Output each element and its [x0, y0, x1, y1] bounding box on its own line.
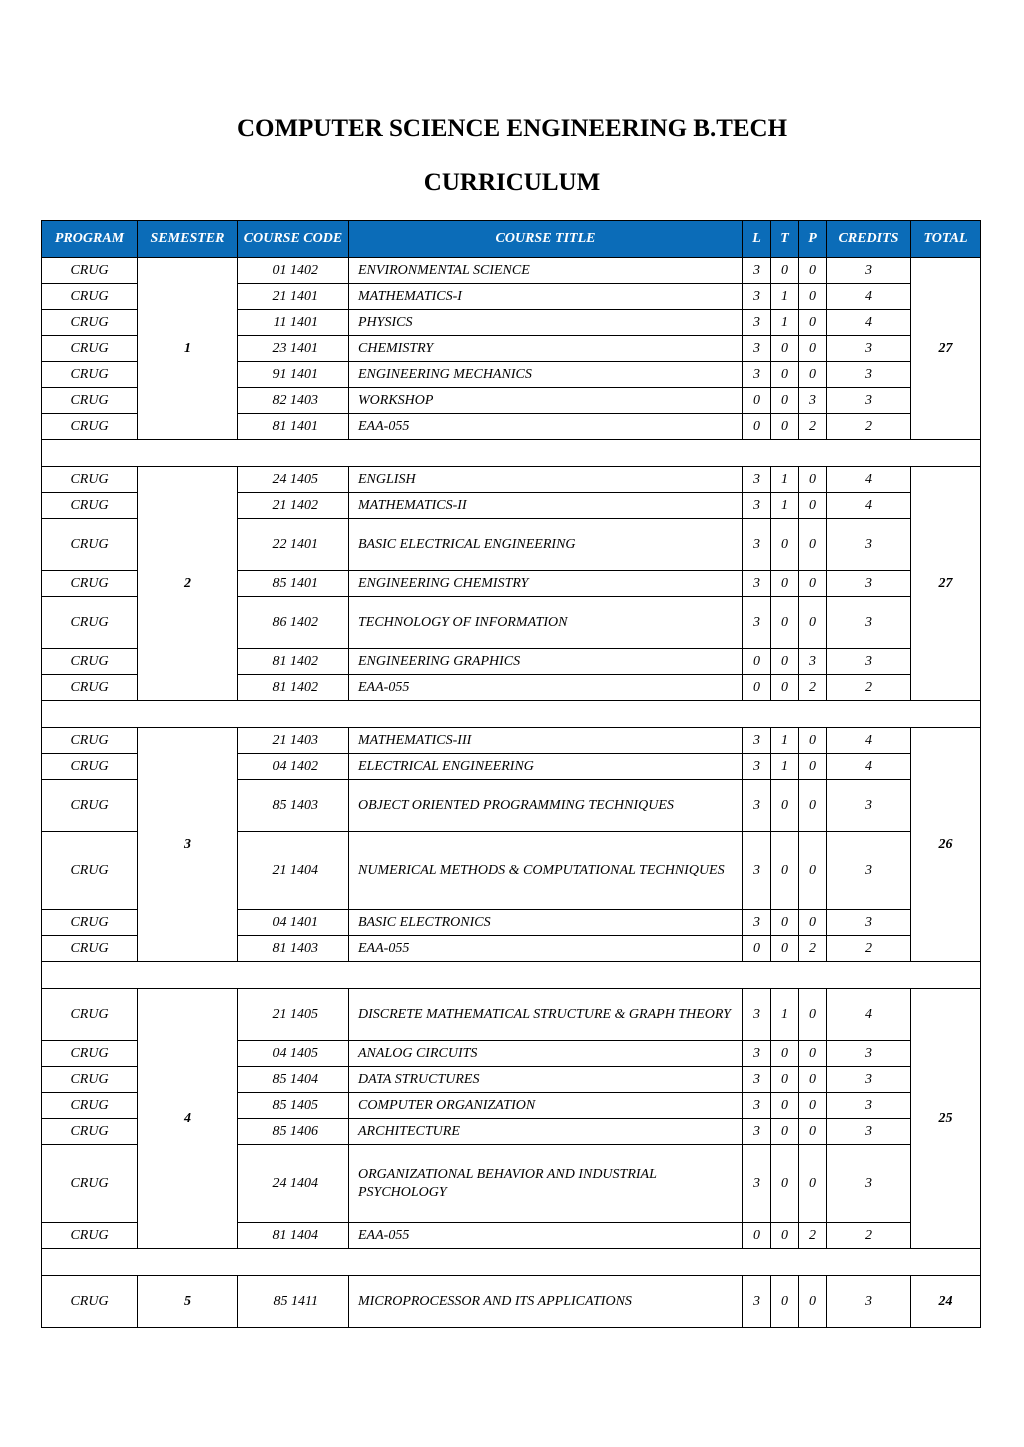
tutorial-cell: 0: [771, 571, 799, 597]
lecture-cell: 3: [743, 1067, 771, 1093]
credits-cell: 2: [827, 675, 911, 701]
lecture-cell: 3: [743, 1145, 771, 1223]
course-title-cell: ENGINEERING MECHANICS: [349, 362, 743, 388]
course-title-cell: MATHEMATICS-III: [349, 728, 743, 754]
course-title-cell: COMPUTER ORGANIZATION: [349, 1093, 743, 1119]
program-cell: CRUG: [42, 1276, 138, 1328]
tutorial-cell: 0: [771, 1067, 799, 1093]
lecture-cell: 3: [743, 597, 771, 649]
course-title-cell: WORKSHOP: [349, 388, 743, 414]
tutorial-cell: 0: [771, 1145, 799, 1223]
credits-cell: 4: [827, 310, 911, 336]
semester-separator: [42, 701, 981, 728]
tutorial-cell: 0: [771, 362, 799, 388]
total-cell: 26: [911, 728, 981, 962]
separator-cell: [42, 1249, 981, 1276]
credits-cell: 2: [827, 1223, 911, 1249]
credits-cell: 3: [827, 832, 911, 910]
total-cell: 24: [911, 1276, 981, 1328]
program-cell: CRUG: [42, 310, 138, 336]
lecture-cell: 3: [743, 284, 771, 310]
lecture-cell: 3: [743, 310, 771, 336]
course-code-cell: 85 1405: [238, 1093, 349, 1119]
course-code-cell: 81 1403: [238, 936, 349, 962]
tutorial-cell: 0: [771, 1041, 799, 1067]
program-cell: CRUG: [42, 1093, 138, 1119]
credits-cell: 3: [827, 1145, 911, 1223]
tutorial-cell: 0: [771, 675, 799, 701]
tutorial-cell: 1: [771, 310, 799, 336]
program-cell: CRUG: [42, 258, 138, 284]
course-code-cell: 81 1401: [238, 414, 349, 440]
course-code-cell: 11 1401: [238, 310, 349, 336]
lecture-cell: 3: [743, 754, 771, 780]
lecture-cell: 0: [743, 936, 771, 962]
course-code-cell: 81 1404: [238, 1223, 349, 1249]
credits-cell: 4: [827, 493, 911, 519]
lecture-cell: 3: [743, 1276, 771, 1328]
program-cell: CRUG: [42, 649, 138, 675]
credits-cell: 3: [827, 1119, 911, 1145]
program-cell: CRUG: [42, 1067, 138, 1093]
semester-separator: [42, 1249, 981, 1276]
practical-cell: 0: [799, 1093, 827, 1119]
practical-cell: 0: [799, 493, 827, 519]
practical-cell: 3: [799, 388, 827, 414]
credits-cell: 3: [827, 362, 911, 388]
semester-separator: [42, 440, 981, 467]
program-cell: CRUG: [42, 284, 138, 310]
tutorial-cell: 1: [771, 989, 799, 1041]
course-title-cell: BASIC ELECTRICAL ENGINEERING: [349, 519, 743, 571]
tutorial-cell: 0: [771, 1093, 799, 1119]
semester-cell: 3: [138, 728, 238, 962]
header-l: L: [743, 221, 771, 258]
program-cell: CRUG: [42, 388, 138, 414]
credits-cell: 3: [827, 1276, 911, 1328]
credits-cell: 4: [827, 728, 911, 754]
practical-cell: 0: [799, 284, 827, 310]
course-code-cell: 21 1401: [238, 284, 349, 310]
header-semester: SEMESTER: [138, 221, 238, 258]
program-cell: CRUG: [42, 910, 138, 936]
table-row: [42, 989, 981, 1041]
document-subtitle: CURRICULUM: [423, 169, 601, 196]
tutorial-cell: 0: [771, 258, 799, 284]
course-code-cell: 85 1404: [238, 1067, 349, 1093]
course-title-cell: ORGANIZATIONAL BEHAVIOR AND INDUSTRIAL PSYCHOLOGY: [349, 1145, 743, 1223]
credits-cell: 2: [827, 936, 911, 962]
program-cell: CRUG: [42, 362, 138, 388]
course-title-cell: MATHEMATICS-II: [349, 493, 743, 519]
lecture-cell: 0: [743, 1223, 771, 1249]
course-code-cell: 21 1402: [238, 493, 349, 519]
tutorial-cell: 0: [771, 597, 799, 649]
course-code-cell: 81 1402: [238, 649, 349, 675]
tutorial-cell: 1: [771, 493, 799, 519]
course-title-cell: ARCHITECTURE: [349, 1119, 743, 1145]
header-total: TOTAL: [911, 221, 981, 258]
lecture-cell: 0: [743, 414, 771, 440]
credits-cell: 2: [827, 414, 911, 440]
document-title: COMPUTER SCIENCE ENGINEERING B.TECH: [236, 115, 788, 142]
practical-cell: 2: [799, 414, 827, 440]
program-cell: CRUG: [42, 1145, 138, 1223]
program-cell: CRUG: [42, 675, 138, 701]
course-title-cell: OBJECT ORIENTED PROGRAMMING TECHNIQUES: [349, 780, 743, 832]
practical-cell: 0: [799, 362, 827, 388]
practical-cell: 0: [799, 1119, 827, 1145]
tutorial-cell: 1: [771, 467, 799, 493]
lecture-cell: 3: [743, 1119, 771, 1145]
practical-cell: 2: [799, 1223, 827, 1249]
program-cell: CRUG: [42, 493, 138, 519]
course-code-cell: 24 1404: [238, 1145, 349, 1223]
lecture-cell: 3: [743, 362, 771, 388]
header-course-title: COURSE TITLE: [349, 221, 743, 258]
course-title-cell: ENGINEERING GRAPHICS: [349, 649, 743, 675]
credits-cell: 3: [827, 780, 911, 832]
tutorial-cell: 1: [771, 284, 799, 310]
credits-cell: 3: [827, 388, 911, 414]
lecture-cell: 0: [743, 388, 771, 414]
program-cell: CRUG: [42, 1041, 138, 1067]
course-code-cell: 85 1403: [238, 780, 349, 832]
course-title-cell: DISCRETE MATHEMATICAL STRUCTURE & GRAPH THEORY: [349, 989, 743, 1041]
curriculum-table: [41, 220, 981, 1328]
lecture-cell: 3: [743, 571, 771, 597]
course-title-cell: PHYSICS: [349, 310, 743, 336]
tutorial-cell: 0: [771, 1276, 799, 1328]
lecture-cell: 3: [743, 519, 771, 571]
course-title-cell: EAA-055: [349, 414, 743, 440]
program-cell: CRUG: [42, 571, 138, 597]
course-code-cell: 01 1402: [238, 258, 349, 284]
course-title-cell: ANALOG CIRCUITS: [349, 1041, 743, 1067]
course-title-cell: MATHEMATICS-I: [349, 284, 743, 310]
course-title-cell: EAA-055: [349, 675, 743, 701]
table-body: [42, 258, 981, 1328]
separator-cell: [42, 962, 981, 989]
tutorial-cell: 0: [771, 1119, 799, 1145]
table-row: [42, 258, 981, 284]
program-cell: CRUG: [42, 597, 138, 649]
semester-cell: 2: [138, 467, 238, 701]
course-title-cell: TECHNOLOGY OF INFORMATION: [349, 597, 743, 649]
table-row: [42, 1276, 981, 1328]
course-code-cell: 21 1404: [238, 832, 349, 910]
course-title-cell: ENGINEERING CHEMISTRY: [349, 571, 743, 597]
tutorial-cell: 0: [771, 388, 799, 414]
program-cell: CRUG: [42, 1223, 138, 1249]
practical-cell: 0: [799, 1041, 827, 1067]
separator-cell: [42, 440, 981, 467]
program-cell: CRUG: [42, 754, 138, 780]
practical-cell: 0: [799, 571, 827, 597]
practical-cell: 0: [799, 1067, 827, 1093]
header-credits: CREDITS: [827, 221, 911, 258]
credits-cell: 3: [827, 519, 911, 571]
program-cell: CRUG: [42, 414, 138, 440]
tutorial-cell: 0: [771, 649, 799, 675]
practical-cell: 0: [799, 519, 827, 571]
course-code-cell: 85 1406: [238, 1119, 349, 1145]
course-code-cell: 85 1411: [238, 1276, 349, 1328]
credits-cell: 4: [827, 467, 911, 493]
table-row: [42, 728, 981, 754]
tutorial-cell: 0: [771, 910, 799, 936]
course-title-cell: ELECTRICAL ENGINEERING: [349, 754, 743, 780]
tutorial-cell: 0: [771, 414, 799, 440]
practical-cell: 0: [799, 754, 827, 780]
course-title-cell: EAA-055: [349, 1223, 743, 1249]
lecture-cell: 3: [743, 832, 771, 910]
program-cell: CRUG: [42, 780, 138, 832]
course-code-cell: 21 1405: [238, 989, 349, 1041]
credits-cell: 3: [827, 571, 911, 597]
practical-cell: 2: [799, 936, 827, 962]
course-code-cell: 04 1405: [238, 1041, 349, 1067]
program-cell: CRUG: [42, 467, 138, 493]
total-cell: 25: [911, 989, 981, 1249]
program-cell: CRUG: [42, 336, 138, 362]
program-cell: CRUG: [42, 519, 138, 571]
course-code-cell: 81 1402: [238, 675, 349, 701]
course-code-cell: 04 1401: [238, 910, 349, 936]
practical-cell: 0: [799, 597, 827, 649]
lecture-cell: 3: [743, 467, 771, 493]
header-program: PROGRAM: [42, 221, 138, 258]
tutorial-cell: 0: [771, 1223, 799, 1249]
course-code-cell: 21 1403: [238, 728, 349, 754]
credits-cell: 3: [827, 1067, 911, 1093]
program-cell: CRUG: [42, 1119, 138, 1145]
practical-cell: 0: [799, 832, 827, 910]
credits-cell: 4: [827, 754, 911, 780]
tutorial-cell: 0: [771, 936, 799, 962]
practical-cell: 0: [799, 258, 827, 284]
credits-cell: 3: [827, 1093, 911, 1119]
course-code-cell: 04 1402: [238, 754, 349, 780]
program-cell: CRUG: [42, 989, 138, 1041]
course-title-cell: DATA STRUCTURES: [349, 1067, 743, 1093]
course-title-cell: ENVIRONMENTAL SCIENCE: [349, 258, 743, 284]
practical-cell: 0: [799, 310, 827, 336]
semester-separator: [42, 962, 981, 989]
course-title-cell: BASIC ELECTRONICS: [349, 910, 743, 936]
separator-cell: [42, 701, 981, 728]
practical-cell: 0: [799, 467, 827, 493]
lecture-cell: 3: [743, 989, 771, 1041]
total-cell: 27: [911, 258, 981, 440]
semester-cell: 5: [138, 1276, 238, 1328]
practical-cell: 0: [799, 336, 827, 362]
header-p: P: [799, 221, 827, 258]
course-title-cell: NUMERICAL METHODS & COMPUTATIONAL TECHNIQUES: [349, 832, 743, 910]
course-code-cell: 23 1401: [238, 336, 349, 362]
practical-cell: 0: [799, 989, 827, 1041]
course-code-cell: 22 1401: [238, 519, 349, 571]
tutorial-cell: 1: [771, 754, 799, 780]
course-title-cell: MICROPROCESSOR AND ITS APPLICATIONS: [349, 1276, 743, 1328]
practical-cell: 0: [799, 1276, 827, 1328]
practical-cell: 2: [799, 675, 827, 701]
total-cell: 27: [911, 467, 981, 701]
practical-cell: 0: [799, 1145, 827, 1223]
credits-cell: 3: [827, 910, 911, 936]
credits-cell: 4: [827, 284, 911, 310]
tutorial-cell: 0: [771, 336, 799, 362]
practical-cell: 0: [799, 780, 827, 832]
credits-cell: 3: [827, 649, 911, 675]
lecture-cell: 0: [743, 675, 771, 701]
course-code-cell: 24 1405: [238, 467, 349, 493]
lecture-cell: 3: [743, 910, 771, 936]
lecture-cell: 3: [743, 780, 771, 832]
table-header: [42, 221, 981, 258]
tutorial-cell: 1: [771, 728, 799, 754]
practical-cell: 0: [799, 728, 827, 754]
table-row: [42, 467, 981, 493]
program-cell: CRUG: [42, 936, 138, 962]
header-t: T: [771, 221, 799, 258]
course-title-cell: EAA-055: [349, 936, 743, 962]
semester-cell: 1: [138, 258, 238, 440]
program-cell: CRUG: [42, 728, 138, 754]
lecture-cell: 3: [743, 728, 771, 754]
course-code-cell: 91 1401: [238, 362, 349, 388]
practical-cell: 0: [799, 910, 827, 936]
course-title-cell: ENGLISH: [349, 467, 743, 493]
course-code-cell: 85 1401: [238, 571, 349, 597]
lecture-cell: 3: [743, 1093, 771, 1119]
tutorial-cell: 0: [771, 519, 799, 571]
credits-cell: 4: [827, 989, 911, 1041]
credits-cell: 3: [827, 597, 911, 649]
program-cell: CRUG: [42, 832, 138, 910]
lecture-cell: 0: [743, 649, 771, 675]
tutorial-cell: 0: [771, 832, 799, 910]
lecture-cell: 3: [743, 336, 771, 362]
course-title-cell: CHEMISTRY: [349, 336, 743, 362]
practical-cell: 3: [799, 649, 827, 675]
semester-cell: 4: [138, 989, 238, 1249]
lecture-cell: 3: [743, 493, 771, 519]
lecture-cell: 3: [743, 1041, 771, 1067]
credits-cell: 3: [827, 336, 911, 362]
credits-cell: 3: [827, 1041, 911, 1067]
course-code-cell: 82 1403: [238, 388, 349, 414]
course-code-cell: 86 1402: [238, 597, 349, 649]
tutorial-cell: 0: [771, 780, 799, 832]
lecture-cell: 3: [743, 258, 771, 284]
header-course-code: COURSE CODE: [238, 221, 349, 258]
credits-cell: 3: [827, 258, 911, 284]
